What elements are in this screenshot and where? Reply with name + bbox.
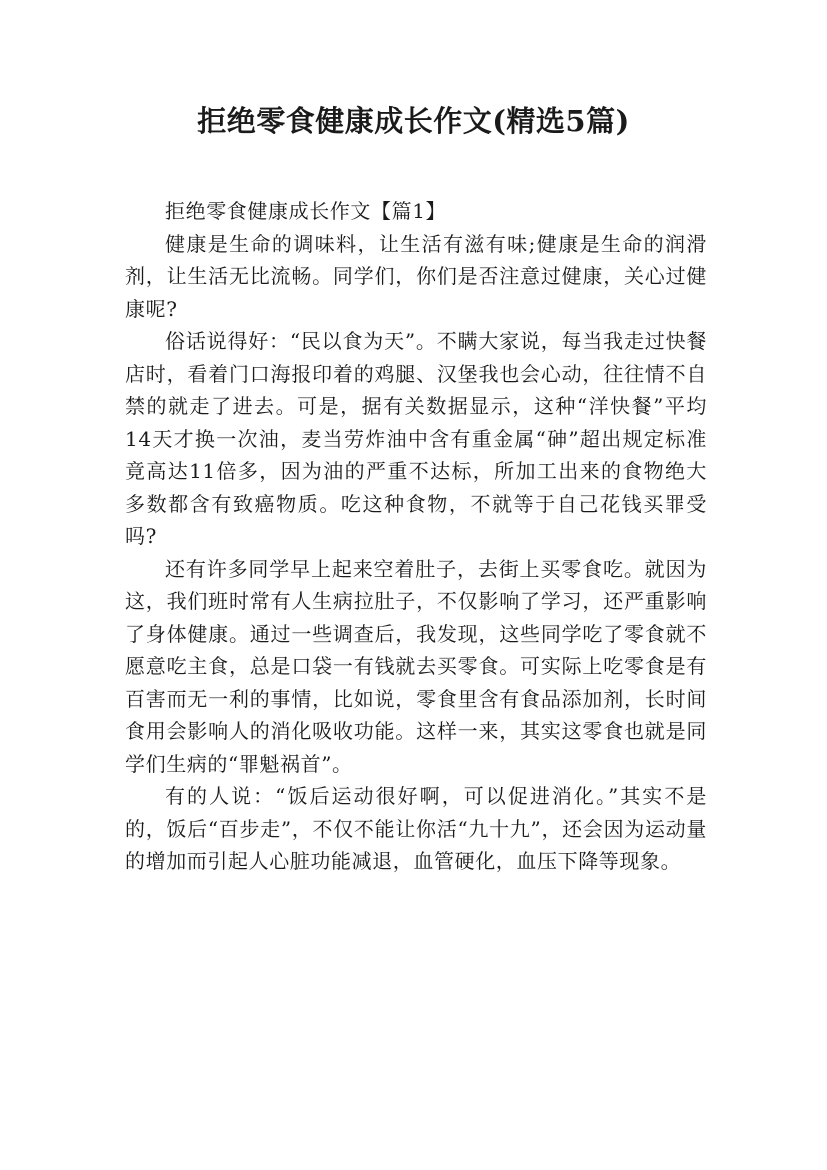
paragraph: 还有许多同学早上起来空着肚子，去街上买零食吃。就因为这，我们班时常有人生病拉肚子，不仅影响了学习，还严重影响了身体健康。通过一些调查后，我发现，这些同学吃了零食就不愿意吃主食，总是口袋一有钱就去买零食。可实际上吃零食是有百害而无一利的事情，比如说，零食里含有食品添加剂，长时间食用会影响人的消化吸收功能。这样一来，其实这零食也就是同学们生病的“罪魁祸首”。 bbox=[125, 556, 707, 776]
document-title: 拒绝零食健康成长作文(精选5篇) bbox=[197, 104, 630, 138]
paragraph: 有的人说：“饭后运动很好啊，可以促进消化。”其实不是的，饭后“百步走”，不仅不能让你活“九十九”，还会因为运动量的增加而引起人心脏功能减退，血管硬化，血压下降等现象。 bbox=[125, 784, 707, 873]
document-body bbox=[125, 195, 707, 878]
section-heading: 拒绝零食健康成长作文【篇1】 bbox=[165, 199, 447, 223]
paragraph: 健康是生命的调味料，让生活有滋有味;健康是生命的润滑剂，让生活无比流畅。同学们，你们是否注意过健康，关心过健康呢? bbox=[125, 231, 707, 321]
paragraph: 俗话说得好：“民以食为天”。不瞒大家说，每当我走过快餐店时，看着门口海报印着的鸡腿、汉堡我也会心动，往往情不自禁的就走了进去。可是，据有关数据显示，这种“洋快餐”平均14天才换一次油，麦当劳炸油中含有重金属“砷”超出规定标准竟高达11倍多，因为油的严重不达标，所加工出来的食物绝大多数都含有致癌物质。吃这种食物，不就等于自己花钱买罪受吗? bbox=[125, 329, 707, 548]
